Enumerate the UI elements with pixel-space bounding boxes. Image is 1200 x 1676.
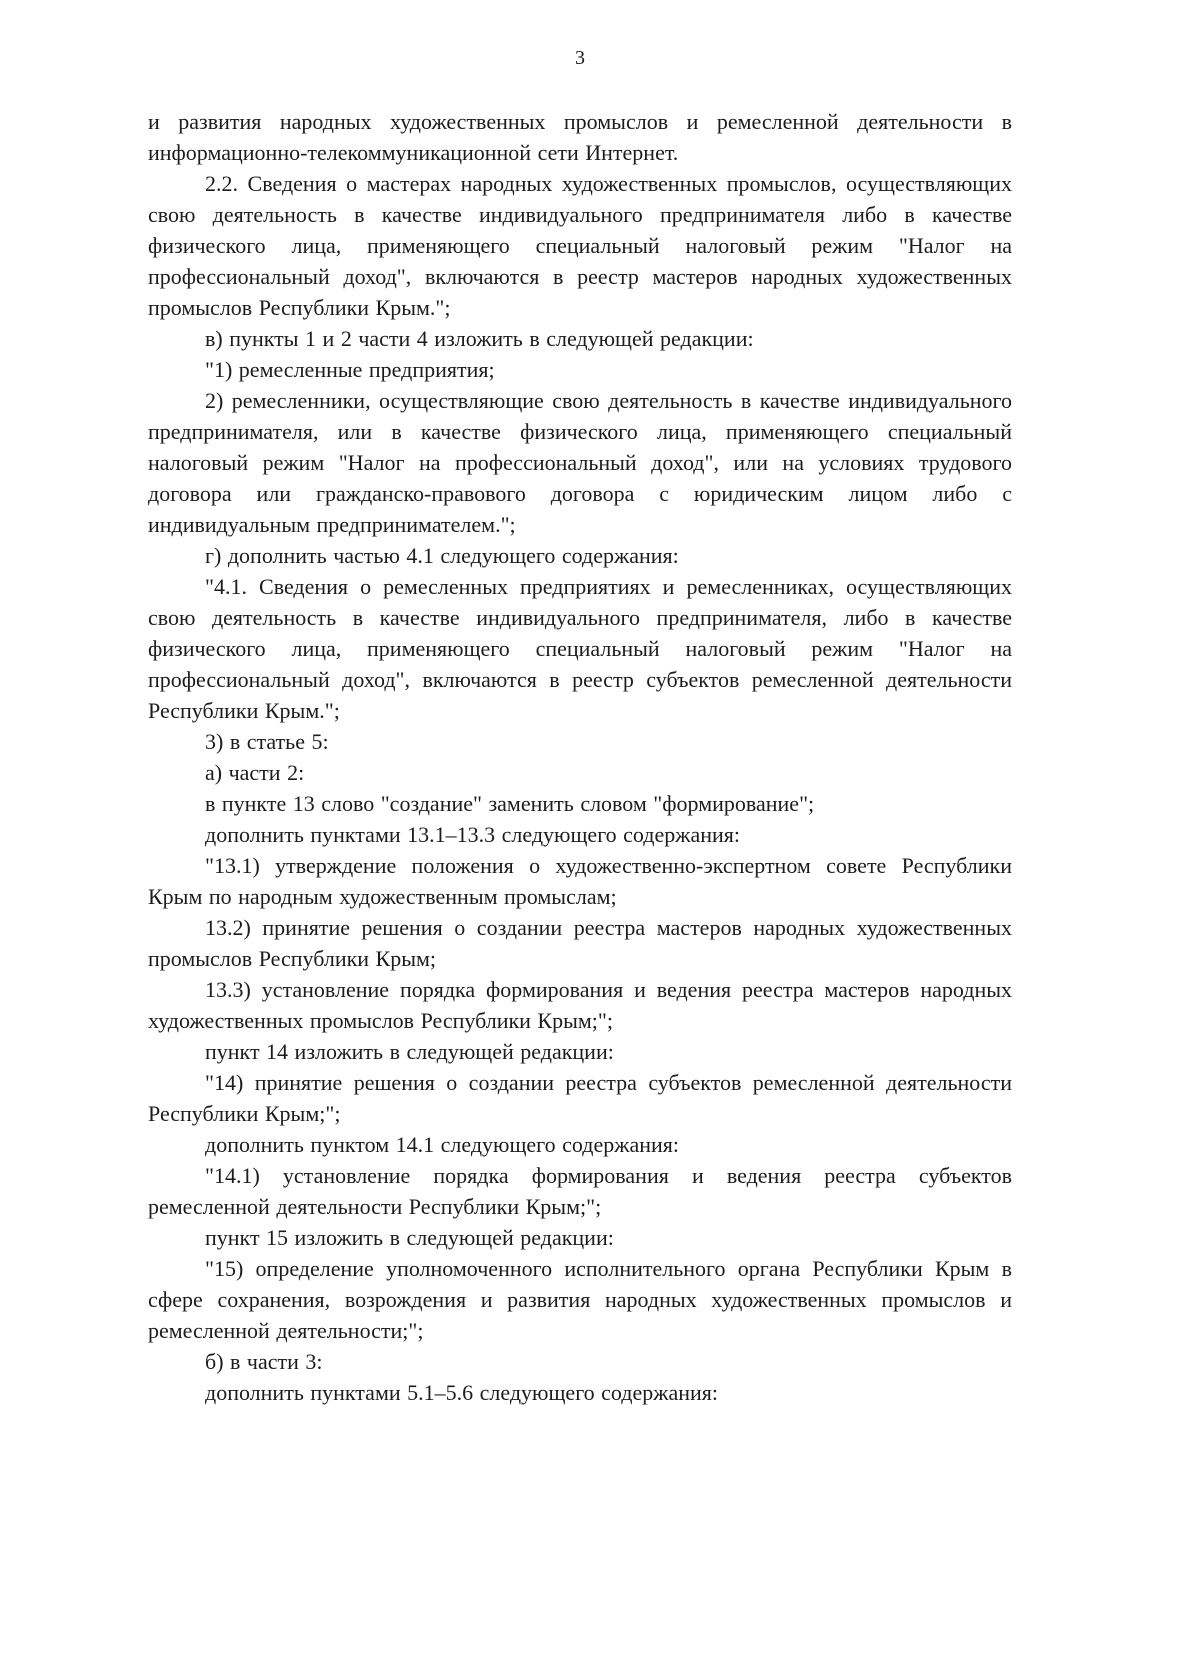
page-number: 3: [575, 47, 585, 69]
paragraph: 3) в статье 5:: [205, 729, 329, 754]
paragraph: "1) ремесленные предприятия;: [205, 357, 495, 382]
paragraph: г) дополнить частью 4.1 следующего содержания:: [205, 543, 679, 568]
paragraph: "14) принятие решения о создании реестра субъектов ремесленной деятельности Республики Крым;";: [148, 1070, 1012, 1126]
paragraph: 2.2. Сведения о мастерах народных художественных промыслов, осуществляющих свою деятельность в качестве индивидуального предпринимателя либо в качестве физического лица, применяющего специальный налоговый режим "Налог на профессиональный доход", включаются в реестр мастеров народных художественных промыслов Республики Крым.";: [148, 171, 1012, 320]
paragraph: а) части 2:: [205, 760, 305, 785]
paragraph: 2) ремесленники, осуществляющие свою деятельность в качестве индивидуального предпринимателя, или в качестве физического лица, применяющего специальный налоговый режим "Налог на профессиональный доход", или на условиях трудового договора или гражданско-правового договора с юридическим лицом либо с индивидуальным предпринимателем.";: [148, 388, 1012, 537]
paragraph: дополнить пунктами 13.1–13.3 следующего содержания:: [205, 822, 740, 847]
paragraph: дополнить пунктами 5.1–5.6 следующего содержания:: [205, 1380, 718, 1405]
paragraph: 13.3) установление порядка формирования и ведения реестра мастеров народных художественных промыслов Республики Крым;";: [148, 977, 1012, 1033]
paragraph: "13.1) утверждение положения о художественно-экспертном совете Республики Крым по народным художественным промыслам;: [148, 853, 1012, 909]
paragraph: б) в части 3:: [205, 1349, 323, 1374]
paragraph: в) пункты 1 и 2 части 4 изложить в следующей редакции:: [205, 326, 754, 351]
paragraph: и развития народных художественных промыслов и ремесленной деятельности в информационно-телекоммуникационной сети Интернет.: [148, 109, 1012, 165]
paragraph: в пункте 13 слово "создание" заменить словом "формирование";: [205, 791, 815, 816]
paragraph: дополнить пунктом 14.1 следующего содержания:: [205, 1132, 679, 1157]
paragraph: 13.2) принятие решения о создании реестра мастеров народных художественных промыслов Республики Крым;: [148, 915, 1012, 971]
paragraph: пункт 14 изложить в следующей редакции:: [205, 1039, 614, 1064]
document-body: [148, 106, 1012, 1408]
paragraph: "14.1) установление порядка формирования и ведения реестра субъектов ремесленной деятельности Республики Крым;";: [148, 1163, 1012, 1219]
paragraph: пункт 15 изложить в следующей редакции:: [205, 1225, 614, 1250]
paragraph: "15) определение уполномоченного исполнительного органа Республики Крым в сфере сохранения, возрождения и развития народных художественных промыслов и ремесленной деятельности;";: [148, 1256, 1012, 1343]
paragraph: "4.1. Сведения о ремесленных предприятиях и ремесленниках, осуществляющих свою деятельность в качестве индивидуального предпринимателя, либо в качестве физического лица, применяющего специальный налоговый режим "Налог на профессиональный доход", включаются в реестр субъектов ремесленной деятельности Республики Крым.";: [148, 574, 1012, 723]
